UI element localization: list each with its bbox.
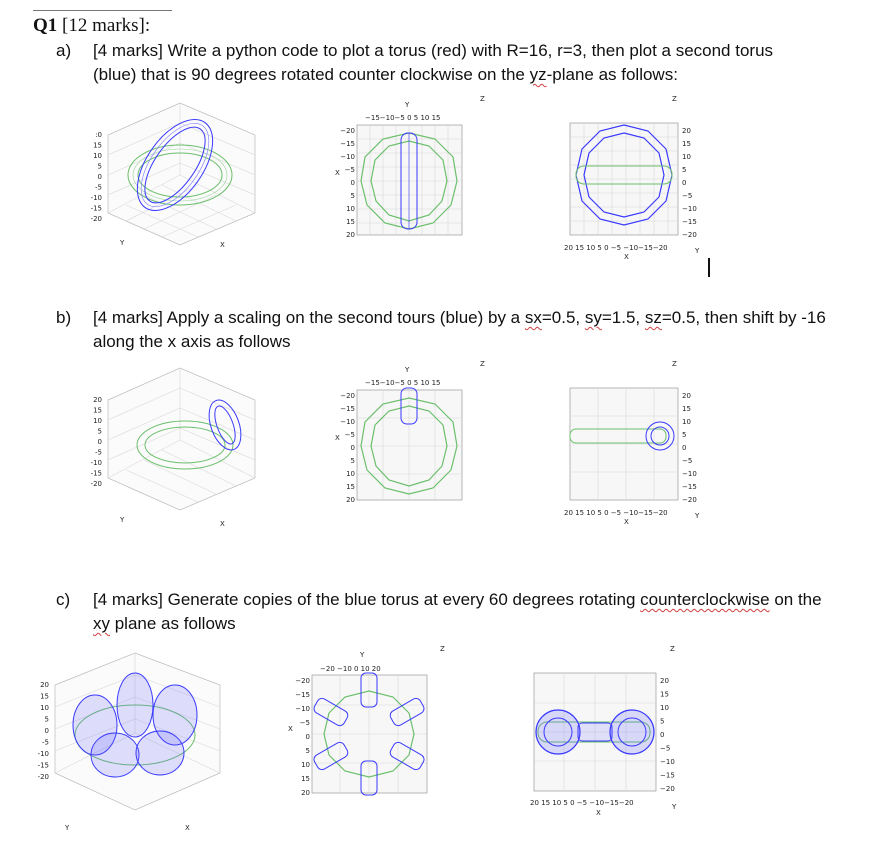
tick-label: 10 [93, 417, 102, 425]
axis-label-x: X [220, 241, 225, 249]
tick-label: 0 [660, 731, 665, 739]
tick-label: -10 [90, 459, 102, 467]
svg-text:Y: Y [65, 824, 70, 832]
axis-label-x-side: X [335, 169, 340, 177]
tick-label: 20 [660, 677, 669, 685]
part-b [56, 306, 876, 356]
tick-label: 20 [346, 231, 355, 239]
tick-label: −10 [295, 705, 310, 713]
svg-text:Z: Z [670, 645, 675, 653]
tick-label: 15 [346, 483, 355, 491]
tick-label: −5 [344, 166, 355, 174]
tick-label: −10 [340, 418, 355, 426]
tick-label: 10 [682, 153, 691, 161]
tick-label: −5 [682, 457, 693, 465]
tick-label: -5 [95, 183, 102, 192]
tick-label: −5 [344, 431, 355, 439]
plot-c-3d [25, 645, 235, 845]
tick-label: −20 [682, 231, 697, 239]
axis-label-z-top: Z [480, 95, 485, 103]
tick-label: −15 [682, 218, 697, 226]
tick-label: 15 [346, 218, 355, 226]
svg-text:X: X [288, 725, 293, 733]
axis-label-z-side: Z [672, 95, 677, 103]
tick-label: 5 [682, 431, 687, 439]
tick-label: :0 [95, 131, 102, 139]
tick-label: −5 [660, 744, 671, 753]
tick-label: 0 [350, 444, 355, 452]
tick-label: −15 [660, 771, 675, 780]
tick-label: -20 [37, 773, 49, 781]
tick-label: -5 [95, 448, 102, 457]
question-number: Q1 [33, 15, 58, 36]
tick-label: 10 [346, 205, 355, 213]
tick-label: 20 [40, 681, 49, 689]
tick-label: 5 [97, 427, 102, 436]
axis-label-x-side: X [624, 253, 629, 261]
tick-label: 10 [40, 704, 49, 712]
plot-a-3d-ticks [91, 131, 102, 223]
axis-label-y-top: Y [405, 101, 410, 109]
part-a-label: a) [56, 41, 72, 60]
tick-label: 0 [97, 173, 102, 181]
plot-b-top [325, 360, 495, 510]
plot-a-side [560, 95, 730, 265]
part-c-line1: [4 marks] Generate copies of the blue torus at every 60 degrees rotating counterclockwise on the [93, 590, 822, 609]
tick-label: 5 [660, 717, 665, 726]
tick-label: 15 [682, 405, 691, 413]
tick-label: 20 [93, 396, 102, 404]
tick-label: 5 [97, 162, 102, 171]
tick-label: 15 [40, 692, 49, 701]
plot-c-top [280, 645, 460, 810]
tick-label: 10 [346, 470, 355, 478]
svg-text:Y: Y [120, 516, 125, 524]
tick-label: 0 [350, 179, 355, 187]
tick-label: 10 [301, 761, 310, 769]
bottom-ticks: 20 15 10 5 0 −5 −10−15−20 [564, 244, 668, 252]
tick-label: 0 [305, 733, 310, 741]
plot-a-top [325, 95, 495, 245]
svg-text:Y: Y [360, 651, 365, 659]
tick-label: 5 [305, 747, 310, 755]
svg-text:X: X [335, 434, 340, 442]
plot-c-side [520, 645, 710, 820]
svg-text:Z: Z [672, 360, 677, 368]
question-title [33, 15, 150, 37]
tick-label: -15 [37, 761, 49, 770]
tick-label: 20 [301, 789, 310, 797]
svg-text:Z: Z [480, 360, 485, 368]
tick-label: -20 [90, 215, 102, 223]
part-a-line2: (blue) that is 90 degrees rotated counter clockwise on the yz-plane as follows: [93, 65, 678, 84]
tick-label: -15 [90, 469, 102, 478]
tick-label: −15 [340, 405, 355, 413]
svg-text:Y: Y [695, 512, 700, 520]
svg-text:20 15 10 5 0 −5 −10−15: 20 15 10 5 0 −5 −10−15−20 [564, 509, 668, 517]
tick-label: −20 [660, 785, 675, 793]
svg-text:X: X [596, 809, 601, 817]
tick-label: −10 [682, 205, 697, 213]
tick-label: 20 [682, 127, 691, 135]
tick-label: 15 [93, 141, 102, 150]
question-marks: [12 marks]: [62, 15, 151, 36]
tick-label: −20 [682, 496, 697, 504]
tick-label: -15 [90, 204, 102, 213]
part-b-label: b) [56, 308, 72, 327]
tick-label: −5 [682, 192, 693, 200]
tick-label: 15 [660, 690, 669, 699]
tick-label: -10 [37, 750, 49, 758]
tick-label: 0 [44, 727, 49, 735]
tick-label: 0 [682, 179, 687, 187]
tick-label: −20 [340, 392, 355, 400]
tick-label: -5 [42, 738, 49, 747]
blue-torus-copy [136, 731, 184, 775]
plot-a-3d [80, 95, 270, 260]
tick-label: 10 [93, 152, 102, 160]
tick-label: −15 [295, 691, 310, 699]
tick-label: −15 [340, 140, 355, 148]
svg-text:Y: Y [672, 803, 677, 811]
tick-label: 20 [682, 392, 691, 400]
part-c-line2: xy plane as follows [93, 614, 236, 633]
plot-a-3d-grid [108, 103, 255, 245]
tick-label: −5 [299, 719, 310, 727]
axis-label-y: Y [120, 239, 125, 247]
title-rule [33, 10, 172, 11]
tick-label: −10 [682, 470, 697, 478]
axis-label-y-side: Y [695, 247, 700, 255]
tick-label: 5 [44, 715, 49, 724]
svg-text:20 15 10 5 0 −5 −10−15: 20 15 10 5 0 −5 −10−15−20 [530, 799, 634, 807]
svg-text:Z: Z [440, 645, 445, 653]
tick-label: -10 [90, 194, 102, 202]
plot-b-3d [80, 360, 270, 535]
svg-text:Y: Y [405, 366, 410, 374]
tick-label: −15 [682, 483, 697, 491]
tick-label: −10 [660, 758, 675, 766]
svg-text:X: X [220, 520, 225, 528]
svg-text:−20 −10 0 10 20: −20 −10 0 10 20 [320, 665, 381, 673]
part-a [56, 39, 876, 89]
tick-label: −20 [340, 127, 355, 135]
tick-label: 5 [350, 457, 355, 465]
tick-label: −20 [295, 677, 310, 685]
tick-label: 10 [682, 418, 691, 426]
tick-label: 15 [301, 775, 310, 783]
tick-label: −10 [340, 153, 355, 161]
svg-text:X: X [185, 824, 190, 832]
tick-label: 5 [682, 166, 687, 174]
part-a-line1: [4 marks] Write a python code to plot a torus (red) with R=16, r=3, then plot a second torus [93, 41, 774, 60]
tick-label: 15 [682, 140, 691, 148]
tick-label: -20 [90, 480, 102, 488]
top-ticks: −15−10−5 0 5 10 15 [365, 114, 441, 122]
svg-text:−15−10−5 0 5 10 15: −15−10−5 0 5 10 15 [365, 379, 441, 387]
svg-text:X: X [624, 518, 629, 526]
tick-label: 10 [660, 704, 669, 712]
blue-torus-copy [117, 673, 153, 737]
tick-label: 15 [93, 406, 102, 415]
part-b-line2: along the x axis as follows [93, 332, 291, 351]
part-c-label: c) [56, 590, 71, 609]
tick-label: 0 [97, 438, 102, 446]
tick-label: 5 [350, 192, 355, 200]
plot-b-side [560, 360, 730, 530]
blue-torus-copy [91, 733, 139, 777]
part-c [56, 588, 886, 638]
part-b-line1: [4 marks] Apply a scaling on the second tours (blue) by a sx=0.5, sy=1.5, sz=0.5, then shift by -16 [93, 308, 826, 327]
tick-label: 20 [346, 496, 355, 504]
tick-label: 0 [682, 444, 687, 452]
